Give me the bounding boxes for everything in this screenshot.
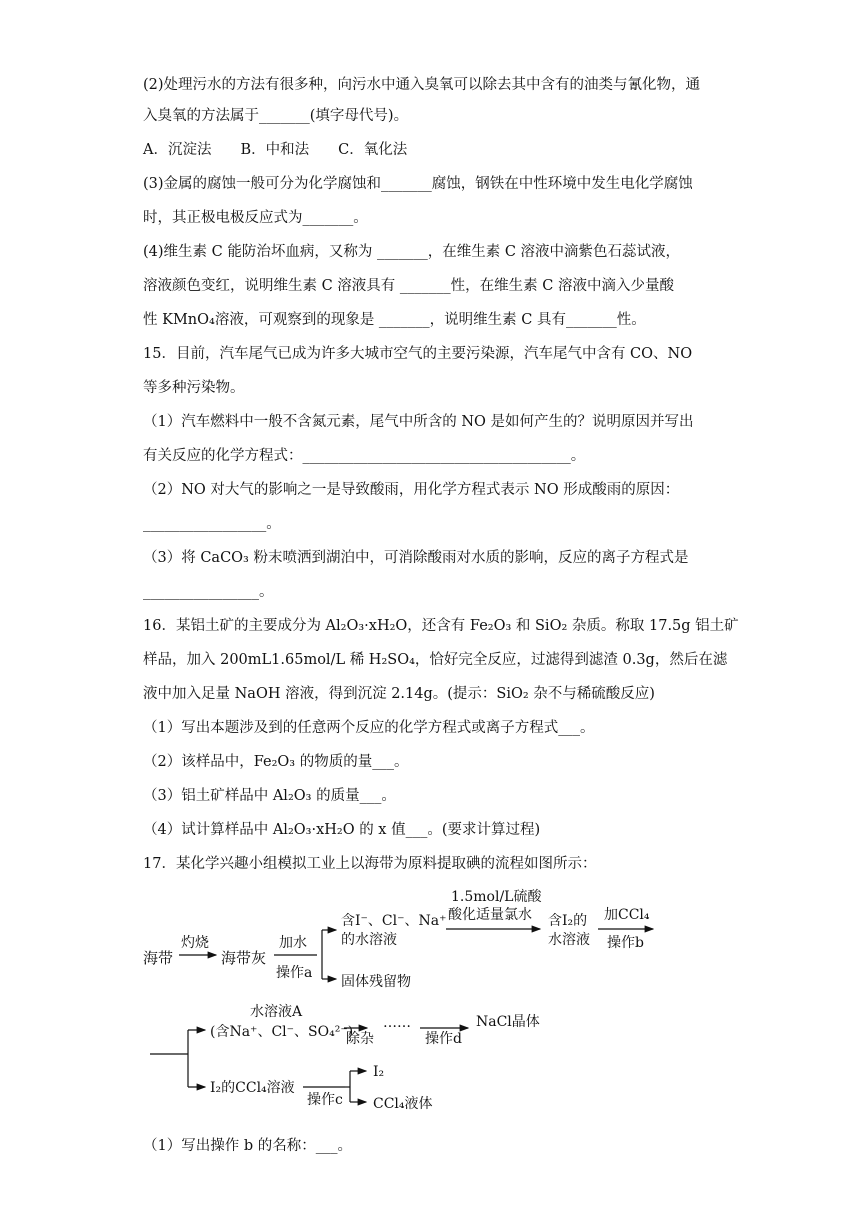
q15-part1-line1: （1）汽车燃料中一般不含氮元素，尾气中所含的 NO 是如何产生的？说明原因并写出 <box>143 414 694 430</box>
q16-part1: （1）写出本题涉及到的任意两个反应的化学方程式或离子方程式___。 <box>143 720 595 736</box>
q16-stem-line3: 液中加入足量 NaOH 溶液，得到沉淀 2.14g。(提示：SiO₂ 杂不与稀硫酸反应) <box>143 686 655 702</box>
q15-part3-line1: （3）将 CaCO₃ 粉末喷洒到湖泊中，可消除酸雨对水质的影响，反应的离子方程式是 <box>143 550 689 566</box>
q16-stem-line2: 样品，加入 200mL1.65mol/L 稀 H₂SO₄，恰好完全反应，过滤得到滤渣 0.3g，然后在滤 <box>143 652 728 668</box>
flow-acid-line2: 酸化适量氯水 <box>448 907 532 923</box>
flow-acid-line1: 1.5mol/L硫酸 <box>451 889 542 905</box>
flow-nacl: NaCl晶体 <box>476 1014 540 1030</box>
q14-part4-line2: 溶液颜色变红，说明维生素 C 溶液具有 _______性，在维生素 C 溶液中滴入少量酸 <box>143 278 674 294</box>
flow-caozuo-c: 操作c <box>307 1092 343 1108</box>
flow-aq-a: 水溶液A <box>250 1004 303 1020</box>
q14-part2-line1: (2)处理污水的方法有很多种，向污水中通入臭氧可以除去其中含有的油类与氰化物，通 <box>143 77 701 93</box>
flow-i2-ccl4: I₂的CCl₄溶液 <box>210 1080 295 1096</box>
flow-chuza: 除杂 <box>346 1031 374 1047</box>
flow-i2-line2: 水溶液 <box>548 932 590 948</box>
flow-residue: 固体残留物 <box>341 974 411 990</box>
flow-ion-line2: 的水溶液 <box>341 932 397 948</box>
q14-part3-line1: (3)金属的腐蚀一般可分为化学腐蚀和_______腐蚀，钢铁在中性环境中发生电化学腐蚀 <box>143 176 693 192</box>
q15-part2-line1: （2）NO 对大气的影响之一是导致酸雨，用化学方程式表示 NO 形成酸雨的原因： <box>143 482 680 498</box>
q16-part4: （4）试计算样品中 Al₂O₃·xH₂O 的 x 值___。(要求计算过程) <box>143 822 541 838</box>
flow-dots: …… <box>383 1015 411 1031</box>
flow-ion-line1: 含I⁻、Cl⁻、Na⁺ <box>341 913 447 929</box>
flow-jia-ccl4: 加CCl₄ <box>604 907 650 923</box>
q14-part3-line2: 时，其正极电极反应式为_______。 <box>143 210 368 226</box>
flow-haidai: 海带 <box>143 949 174 967</box>
q15-stem-line2: 等多种污染物。 <box>143 380 245 396</box>
q14-part4-line3: 性 KMnO₄溶液，可观察到的现象是 _______，说明维生素 C 具有_______性。 <box>143 312 646 328</box>
flow-i2: I₂ <box>373 1064 385 1080</box>
q15-part1-line2: 有关反应的化学方程式：_____________________________________。 <box>143 448 586 464</box>
flow-aq-a-ions: (含Na⁺、Cl⁻、SO₄²⁻) <box>210 1024 354 1040</box>
flow-caozuo-a: 操作a <box>276 965 313 981</box>
flow-ccl4-liquid: CCl₄液体 <box>373 1096 433 1112</box>
q16-part3: （3）铝土矿样品中 Al₂O₃ 的质量___。 <box>143 788 396 804</box>
q15-part3-line2: ________________。 <box>143 584 274 600</box>
q15-stem-line1: 15．目前，汽车尾气已成为许多大城市空气的主要污染源，汽车尾气中含有 CO、NO <box>143 346 693 362</box>
q14-part2-line2: 入臭氧的方法属于_______(填字母代号)。 <box>143 108 409 124</box>
q17-part1: （1）写出操作 b 的名称：___。 <box>143 1138 352 1154</box>
q14-part2-options: A．沉淀法 B．中和法 C．氧化法 <box>143 142 408 158</box>
q16-part2: （2）该样品中，Fe₂O₃ 的物质的量___。 <box>143 754 409 770</box>
q16-stem-line1: 16．某铝土矿的主要成分为 Al₂O₃·xH₂O，还含有 Fe₂O₃ 和 SiO₂ 杂质。称取 17.5g 铝土矿 <box>143 618 739 634</box>
q14-part4-line1: (4)维生素 C 能防治坏血病，又称为 _______，在维生素 C 溶液中滴紫色石蕊试液， <box>143 244 681 260</box>
flow-caozuo-d: 操作d <box>425 1031 462 1047</box>
q17-stem: 17．某化学兴趣小组模拟工业上以海带为原料提取碘的流程如图所示： <box>143 856 597 872</box>
flow-caozuo-b: 操作b <box>607 935 644 951</box>
flow-jiashui: 加水 <box>279 935 307 951</box>
flow-zhuoshao: 灼烧 <box>181 935 209 951</box>
q15-part2-line2: _________________。 <box>143 516 281 532</box>
flow-i2-line1: 含I₂的 <box>548 913 588 929</box>
flow-haidaihui: 海带灰 <box>221 949 267 967</box>
